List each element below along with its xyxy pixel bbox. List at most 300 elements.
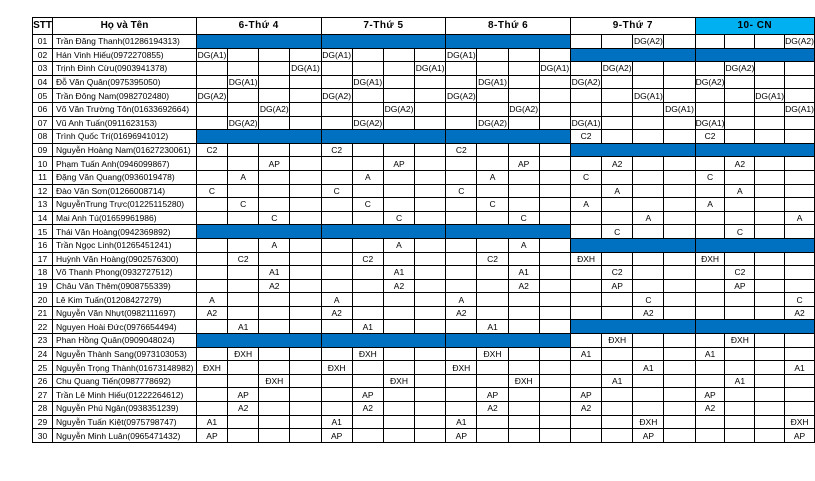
shift-cell[interactable] bbox=[321, 157, 352, 171]
name-cell[interactable]: Đào Văn Sơn(01266008714) bbox=[53, 184, 197, 198]
shift-cell[interactable] bbox=[539, 157, 570, 171]
stt-cell[interactable]: 18 bbox=[33, 266, 53, 280]
shift-cell[interactable] bbox=[383, 143, 414, 157]
shift-cell[interactable] bbox=[539, 374, 570, 388]
stt-cell[interactable]: 15 bbox=[33, 225, 53, 239]
shift-cell[interactable]: C bbox=[321, 184, 352, 198]
shift-cell[interactable]: AP bbox=[446, 429, 477, 443]
shift-cell[interactable]: DG(A2) bbox=[785, 36, 814, 47]
shift-cell[interactable]: A2 bbox=[633, 306, 664, 320]
shift-cell[interactable]: AP bbox=[321, 429, 352, 443]
shift-cell[interactable] bbox=[196, 374, 227, 388]
shift-cell[interactable] bbox=[477, 415, 508, 429]
shift-cell[interactable] bbox=[290, 388, 321, 402]
shift-cell[interactable]: C2 bbox=[477, 252, 508, 266]
shift-cell[interactable]: DG(A2) bbox=[228, 117, 258, 128]
shift-cell[interactable] bbox=[290, 238, 321, 252]
shift-cell[interactable]: C bbox=[259, 211, 290, 225]
blocked-day-bar[interactable] bbox=[321, 35, 446, 49]
name-cell[interactable]: Nguyễn Hoàng Nam(01627230061) bbox=[53, 143, 197, 157]
shift-cell[interactable]: C bbox=[633, 293, 664, 307]
shift-cell[interactable]: DG(A2) bbox=[197, 90, 227, 101]
shift-cell[interactable] bbox=[477, 48, 508, 62]
shift-cell[interactable]: A2 bbox=[383, 279, 414, 293]
shift-cell[interactable] bbox=[602, 415, 633, 429]
shift-cell[interactable] bbox=[321, 75, 352, 89]
shift-cell[interactable] bbox=[415, 415, 446, 429]
shift-cell[interactable] bbox=[664, 388, 695, 402]
shift-cell[interactable]: DG(A1) bbox=[415, 63, 445, 74]
shift-cell[interactable] bbox=[383, 429, 414, 443]
shift-cell[interactable] bbox=[633, 347, 664, 361]
shift-cell[interactable] bbox=[755, 116, 785, 130]
shift-cell[interactable] bbox=[415, 198, 446, 212]
shift-cell[interactable] bbox=[228, 102, 259, 116]
shift-cell[interactable] bbox=[352, 279, 383, 293]
shift-cell[interactable] bbox=[539, 89, 570, 103]
shift-cell[interactable]: C bbox=[383, 211, 414, 225]
shift-cell[interactable] bbox=[602, 429, 633, 443]
shift-cell[interactable] bbox=[477, 306, 508, 320]
shift-cell[interactable]: AP bbox=[508, 157, 539, 171]
name-cell[interactable]: Võ Văn Trường Tôn(01633692664) bbox=[53, 102, 197, 116]
shift-cell[interactable]: ĐXH bbox=[383, 374, 414, 388]
shift-cell[interactable] bbox=[290, 143, 321, 157]
shift-cell[interactable] bbox=[477, 293, 508, 307]
shift-cell[interactable] bbox=[695, 89, 725, 103]
shift-cell[interactable] bbox=[228, 62, 259, 76]
shift-cell[interactable] bbox=[415, 75, 446, 89]
shift-cell[interactable] bbox=[259, 184, 290, 198]
shift-cell[interactable] bbox=[570, 374, 601, 388]
shift-cell[interactable] bbox=[602, 252, 633, 266]
shift-cell[interactable] bbox=[259, 388, 290, 402]
shift-cell[interactable] bbox=[633, 266, 664, 280]
shift-cell[interactable] bbox=[352, 157, 383, 171]
shift-cell[interactable] bbox=[695, 293, 725, 307]
shift-cell[interactable]: ĐXH bbox=[785, 415, 815, 429]
shift-cell[interactable] bbox=[259, 320, 290, 334]
stt-cell[interactable]: 10 bbox=[33, 157, 53, 171]
shift-cell[interactable] bbox=[259, 429, 290, 443]
name-cell[interactable]: Phạm Tuấn Anh(0946099867) bbox=[53, 157, 197, 171]
shift-cell[interactable] bbox=[508, 48, 539, 62]
shift-cell[interactable]: A bbox=[228, 170, 259, 184]
shift-cell[interactable] bbox=[415, 252, 446, 266]
shift-cell[interactable]: C2 bbox=[570, 130, 601, 144]
blocked-day-bar[interactable] bbox=[695, 320, 814, 334]
shift-cell[interactable] bbox=[508, 143, 539, 157]
blocked-day-bar[interactable] bbox=[570, 143, 695, 157]
stt-cell[interactable]: 01 bbox=[33, 35, 53, 49]
shift-cell[interactable] bbox=[352, 62, 383, 76]
shift-cell[interactable]: AP bbox=[228, 388, 259, 402]
shift-cell[interactable] bbox=[446, 211, 477, 225]
shift-cell[interactable]: C bbox=[570, 170, 601, 184]
shift-cell[interactable]: A1 bbox=[785, 361, 815, 375]
blocked-day-bar[interactable] bbox=[321, 334, 446, 348]
shift-cell[interactable] bbox=[664, 279, 695, 293]
shift-cell[interactable] bbox=[695, 62, 725, 76]
shift-cell[interactable] bbox=[290, 198, 321, 212]
shift-cell[interactable] bbox=[290, 361, 321, 375]
shift-cell[interactable] bbox=[664, 62, 695, 76]
shift-cell[interactable] bbox=[259, 293, 290, 307]
shift-cell[interactable] bbox=[785, 184, 815, 198]
name-cell[interactable]: Nguyễn Trọng Thành(01673148982) bbox=[53, 361, 197, 375]
shift-cell[interactable] bbox=[755, 170, 785, 184]
shift-cell[interactable]: A bbox=[602, 184, 633, 198]
shift-cell[interactable] bbox=[755, 252, 785, 266]
stt-cell[interactable]: 13 bbox=[33, 198, 53, 212]
name-cell[interactable]: Phan Hồng Quân(0909048024) bbox=[53, 334, 197, 348]
shift-cell[interactable] bbox=[695, 374, 725, 388]
name-cell[interactable]: Trình Quốc Trí(01696941012) bbox=[53, 130, 197, 144]
blocked-day-bar[interactable] bbox=[570, 238, 695, 252]
shift-cell[interactable]: A2 bbox=[570, 402, 601, 416]
shift-cell[interactable] bbox=[259, 116, 290, 130]
shift-cell[interactable] bbox=[785, 75, 815, 89]
shift-cell[interactable] bbox=[539, 429, 570, 443]
shift-cell[interactable] bbox=[228, 374, 259, 388]
shift-cell[interactable]: C bbox=[695, 170, 725, 184]
shift-cell[interactable] bbox=[539, 320, 570, 334]
name-cell[interactable]: Trần Lê Minh Hiếu(01222264612) bbox=[53, 388, 197, 402]
shift-cell[interactable]: A1 bbox=[633, 361, 664, 375]
shift-cell[interactable] bbox=[196, 252, 227, 266]
shift-cell[interactable] bbox=[259, 48, 290, 62]
shift-cell[interactable]: AP bbox=[602, 279, 633, 293]
shift-cell[interactable]: DG(A1) bbox=[197, 49, 227, 60]
shift-cell[interactable] bbox=[755, 130, 785, 144]
shift-cell[interactable] bbox=[695, 266, 725, 280]
shift-cell[interactable] bbox=[539, 143, 570, 157]
shift-cell[interactable] bbox=[477, 89, 508, 103]
blocked-day-bar[interactable] bbox=[196, 225, 321, 239]
shift-cell[interactable] bbox=[477, 62, 508, 76]
shift-cell[interactable] bbox=[415, 279, 446, 293]
shift-cell[interactable]: DG(A2) bbox=[695, 77, 725, 88]
shift-cell[interactable]: C bbox=[352, 198, 383, 212]
shift-cell[interactable]: A2 bbox=[695, 402, 725, 416]
shift-cell[interactable] bbox=[725, 198, 755, 212]
blocked-day-bar[interactable] bbox=[446, 334, 571, 348]
shift-cell[interactable]: C2 bbox=[446, 143, 477, 157]
shift-cell[interactable] bbox=[352, 89, 383, 103]
shift-cell[interactable]: A2 bbox=[602, 157, 633, 171]
shift-cell[interactable] bbox=[539, 279, 570, 293]
shift-cell[interactable] bbox=[602, 361, 633, 375]
shift-cell[interactable] bbox=[755, 347, 785, 361]
shift-cell[interactable] bbox=[602, 35, 633, 49]
shift-cell[interactable]: A1 bbox=[695, 347, 725, 361]
shift-cell[interactable] bbox=[290, 293, 321, 307]
shift-cell[interactable] bbox=[446, 238, 477, 252]
shift-cell[interactable] bbox=[383, 184, 414, 198]
shift-cell[interactable]: A2 bbox=[477, 402, 508, 416]
shift-cell[interactable]: A bbox=[259, 238, 290, 252]
shift-cell[interactable] bbox=[755, 279, 785, 293]
shift-cell[interactable] bbox=[695, 429, 725, 443]
stt-cell[interactable]: 24 bbox=[33, 347, 53, 361]
shift-cell[interactable] bbox=[539, 184, 570, 198]
shift-cell[interactable] bbox=[352, 102, 383, 116]
shift-cell[interactable] bbox=[196, 402, 227, 416]
shift-cell[interactable] bbox=[570, 35, 601, 49]
shift-cell[interactable] bbox=[570, 225, 601, 239]
shift-cell[interactable] bbox=[477, 374, 508, 388]
shift-cell[interactable] bbox=[539, 293, 570, 307]
shift-cell[interactable] bbox=[602, 211, 633, 225]
stt-cell[interactable]: 14 bbox=[33, 211, 53, 225]
shift-cell[interactable] bbox=[290, 429, 321, 443]
name-cell[interactable]: Nguyễn Phú Ngân(0938351239) bbox=[53, 402, 197, 416]
shift-cell[interactable] bbox=[695, 35, 725, 49]
shift-cell[interactable] bbox=[602, 198, 633, 212]
shift-cell[interactable] bbox=[664, 198, 695, 212]
shift-cell[interactable]: C bbox=[196, 184, 227, 198]
name-cell[interactable]: Huỳnh Văn Hoàng(0902576300) bbox=[53, 252, 197, 266]
shift-cell[interactable] bbox=[477, 266, 508, 280]
stt-cell[interactable]: 08 bbox=[33, 130, 53, 144]
shift-cell[interactable] bbox=[725, 347, 755, 361]
shift-cell[interactable]: ĐXH bbox=[228, 347, 259, 361]
shift-cell[interactable] bbox=[383, 388, 414, 402]
shift-cell[interactable] bbox=[196, 102, 227, 116]
shift-cell[interactable] bbox=[508, 293, 539, 307]
shift-cell[interactable] bbox=[755, 157, 785, 171]
shift-cell[interactable] bbox=[290, 279, 321, 293]
shift-cell[interactable] bbox=[785, 62, 815, 76]
shift-cell[interactable] bbox=[664, 266, 695, 280]
shift-cell[interactable]: DG(A1) bbox=[446, 49, 476, 60]
shift-cell[interactable] bbox=[785, 89, 815, 103]
shift-cell[interactable] bbox=[725, 116, 755, 130]
shift-cell[interactable]: A1 bbox=[352, 320, 383, 334]
blocked-day-bar[interactable] bbox=[196, 130, 321, 144]
shift-cell[interactable] bbox=[228, 143, 259, 157]
shift-cell[interactable] bbox=[383, 361, 414, 375]
shift-cell[interactable] bbox=[228, 238, 259, 252]
shift-cell[interactable] bbox=[755, 293, 785, 307]
shift-cell[interactable] bbox=[415, 266, 446, 280]
shift-cell[interactable] bbox=[259, 89, 290, 103]
shift-cell[interactable]: A bbox=[570, 198, 601, 212]
shift-cell[interactable] bbox=[196, 320, 227, 334]
shift-cell[interactable] bbox=[196, 62, 227, 76]
shift-cell[interactable] bbox=[664, 89, 695, 103]
shift-cell[interactable] bbox=[446, 374, 477, 388]
shift-cell[interactable]: DG(A1) bbox=[228, 77, 258, 88]
shift-cell[interactable]: A bbox=[477, 170, 508, 184]
shift-cell[interactable]: A1 bbox=[508, 266, 539, 280]
blocked-day-bar[interactable] bbox=[570, 48, 695, 62]
stt-cell[interactable]: 16 bbox=[33, 238, 53, 252]
shift-cell[interactable]: A1 bbox=[570, 347, 601, 361]
shift-cell[interactable] bbox=[539, 75, 570, 89]
shift-cell[interactable] bbox=[508, 415, 539, 429]
shift-cell[interactable] bbox=[446, 266, 477, 280]
shift-cell[interactable] bbox=[570, 266, 601, 280]
shift-cell[interactable] bbox=[602, 75, 633, 89]
shift-cell[interactable] bbox=[383, 347, 414, 361]
shift-cell[interactable] bbox=[664, 130, 695, 144]
shift-cell[interactable]: C2 bbox=[352, 252, 383, 266]
shift-cell[interactable]: A1 bbox=[383, 266, 414, 280]
shift-cell[interactable] bbox=[664, 170, 695, 184]
shift-cell[interactable] bbox=[290, 320, 321, 334]
shift-cell[interactable] bbox=[725, 89, 755, 103]
blocked-day-bar[interactable] bbox=[695, 143, 814, 157]
shift-cell[interactable] bbox=[228, 211, 259, 225]
shift-cell[interactable] bbox=[196, 157, 227, 171]
shift-cell[interactable] bbox=[196, 170, 227, 184]
shift-cell[interactable] bbox=[570, 157, 601, 171]
shift-cell[interactable] bbox=[415, 116, 446, 130]
shift-cell[interactable] bbox=[415, 170, 446, 184]
shift-cell[interactable] bbox=[321, 347, 352, 361]
shift-cell[interactable]: AP bbox=[196, 429, 227, 443]
shift-cell[interactable]: AP bbox=[259, 157, 290, 171]
shift-cell[interactable] bbox=[539, 361, 570, 375]
shift-cell[interactable] bbox=[539, 102, 570, 116]
shift-cell[interactable]: A bbox=[196, 293, 227, 307]
shift-cell[interactable] bbox=[508, 75, 539, 89]
shift-cell[interactable] bbox=[415, 184, 446, 198]
shift-cell[interactable]: DG(A2) bbox=[571, 77, 601, 88]
shift-cell[interactable] bbox=[602, 102, 633, 116]
shift-cell[interactable]: A1 bbox=[321, 415, 352, 429]
shift-cell[interactable] bbox=[290, 184, 321, 198]
shift-cell[interactable] bbox=[259, 252, 290, 266]
shift-cell[interactable]: DG(A2) bbox=[353, 117, 383, 128]
shift-cell[interactable] bbox=[664, 35, 695, 49]
shift-cell[interactable] bbox=[259, 170, 290, 184]
shift-cell[interactable] bbox=[755, 62, 785, 76]
shift-cell[interactable] bbox=[446, 402, 477, 416]
shift-cell[interactable] bbox=[290, 89, 321, 103]
shift-cell[interactable] bbox=[446, 75, 477, 89]
shift-cell[interactable]: DG(A1) bbox=[571, 117, 601, 128]
shift-cell[interactable]: A1 bbox=[446, 415, 477, 429]
shift-cell[interactable] bbox=[290, 415, 321, 429]
shift-cell[interactable]: C bbox=[446, 184, 477, 198]
shift-cell[interactable]: DG(A1) bbox=[353, 77, 383, 88]
shift-cell[interactable]: A bbox=[508, 238, 539, 252]
shift-cell[interactable] bbox=[228, 429, 259, 443]
shift-cell[interactable] bbox=[228, 293, 259, 307]
shift-cell[interactable] bbox=[415, 361, 446, 375]
shift-cell[interactable] bbox=[785, 225, 815, 239]
name-cell[interactable]: Trần Đăng Thanh(01286194313) bbox=[53, 35, 197, 49]
shift-cell[interactable] bbox=[228, 89, 259, 103]
stt-cell[interactable]: 25 bbox=[33, 361, 53, 375]
shift-cell[interactable] bbox=[785, 157, 815, 171]
shift-cell[interactable] bbox=[290, 306, 321, 320]
shift-cell[interactable]: ĐXH bbox=[477, 347, 508, 361]
shift-cell[interactable] bbox=[321, 402, 352, 416]
shift-cell[interactable] bbox=[785, 279, 815, 293]
stt-cell[interactable]: 06 bbox=[33, 102, 53, 116]
name-cell[interactable]: Võ Thanh Phong(0932727512) bbox=[53, 266, 197, 280]
shift-cell[interactable] bbox=[259, 402, 290, 416]
shift-cell[interactable] bbox=[785, 198, 815, 212]
shift-cell[interactable] bbox=[477, 211, 508, 225]
shift-cell[interactable] bbox=[633, 402, 664, 416]
shift-cell[interactable] bbox=[352, 48, 383, 62]
shift-cell[interactable] bbox=[228, 279, 259, 293]
shift-cell[interactable]: AP bbox=[695, 388, 725, 402]
shift-cell[interactable] bbox=[725, 388, 755, 402]
shift-cell[interactable] bbox=[321, 252, 352, 266]
name-cell[interactable]: Nguyễn Minh Luân(0965471432) bbox=[53, 429, 197, 443]
name-cell[interactable]: Nguyễn Văn Nhựt(0982111697) bbox=[53, 306, 197, 320]
shift-cell[interactable] bbox=[352, 306, 383, 320]
stt-cell[interactable]: 07 bbox=[33, 116, 53, 130]
shift-cell[interactable] bbox=[755, 266, 785, 280]
shift-cell[interactable]: DG(A1) bbox=[665, 104, 694, 115]
shift-cell[interactable] bbox=[352, 184, 383, 198]
shift-cell[interactable] bbox=[508, 402, 539, 416]
shift-cell[interactable]: C bbox=[785, 293, 815, 307]
shift-cell[interactable]: C2 bbox=[321, 143, 352, 157]
shift-cell[interactable] bbox=[508, 62, 539, 76]
shift-cell[interactable] bbox=[228, 157, 259, 171]
shift-cell[interactable] bbox=[321, 62, 352, 76]
shift-cell[interactable] bbox=[664, 157, 695, 171]
shift-cell[interactable] bbox=[539, 266, 570, 280]
shift-cell[interactable]: DG(A2) bbox=[602, 63, 632, 74]
shift-cell[interactable] bbox=[196, 211, 227, 225]
shift-cell[interactable] bbox=[290, 402, 321, 416]
blocked-day-bar[interactable] bbox=[695, 238, 814, 252]
shift-cell[interactable] bbox=[228, 306, 259, 320]
shift-cell[interactable] bbox=[290, 374, 321, 388]
shift-cell[interactable] bbox=[383, 415, 414, 429]
shift-cell[interactable] bbox=[633, 75, 664, 89]
shift-cell[interactable]: DG(A1) bbox=[695, 117, 725, 128]
shift-cell[interactable]: DG(A2) bbox=[322, 90, 352, 101]
shift-cell[interactable] bbox=[664, 374, 695, 388]
shift-cell[interactable] bbox=[508, 170, 539, 184]
blocked-day-bar[interactable] bbox=[570, 320, 695, 334]
shift-cell[interactable] bbox=[196, 266, 227, 280]
shift-cell[interactable] bbox=[415, 374, 446, 388]
shift-cell[interactable]: ĐXH bbox=[602, 334, 633, 348]
shift-cell[interactable] bbox=[228, 48, 259, 62]
shift-cell[interactable] bbox=[539, 170, 570, 184]
shift-cell[interactable] bbox=[602, 89, 633, 103]
shift-cell[interactable] bbox=[196, 238, 227, 252]
shift-cell[interactable] bbox=[570, 415, 601, 429]
shift-cell[interactable]: DG(A1) bbox=[322, 49, 352, 60]
shift-cell[interactable] bbox=[602, 402, 633, 416]
shift-cell[interactable] bbox=[725, 35, 755, 49]
shift-cell[interactable] bbox=[725, 252, 755, 266]
shift-cell[interactable] bbox=[352, 211, 383, 225]
shift-cell[interactable] bbox=[755, 35, 785, 49]
shift-cell[interactable]: C2 bbox=[228, 252, 259, 266]
stt-cell[interactable]: 26 bbox=[33, 374, 53, 388]
shift-cell[interactable]: AP bbox=[633, 429, 664, 443]
shift-cell[interactable]: DG(A2) bbox=[446, 90, 476, 101]
shift-cell[interactable] bbox=[725, 170, 755, 184]
shift-cell[interactable]: A bbox=[695, 198, 725, 212]
blocked-day-bar[interactable] bbox=[321, 130, 446, 144]
shift-cell[interactable] bbox=[755, 306, 785, 320]
shift-cell[interactable]: DG(A1) bbox=[755, 90, 785, 101]
stt-cell[interactable]: 11 bbox=[33, 170, 53, 184]
